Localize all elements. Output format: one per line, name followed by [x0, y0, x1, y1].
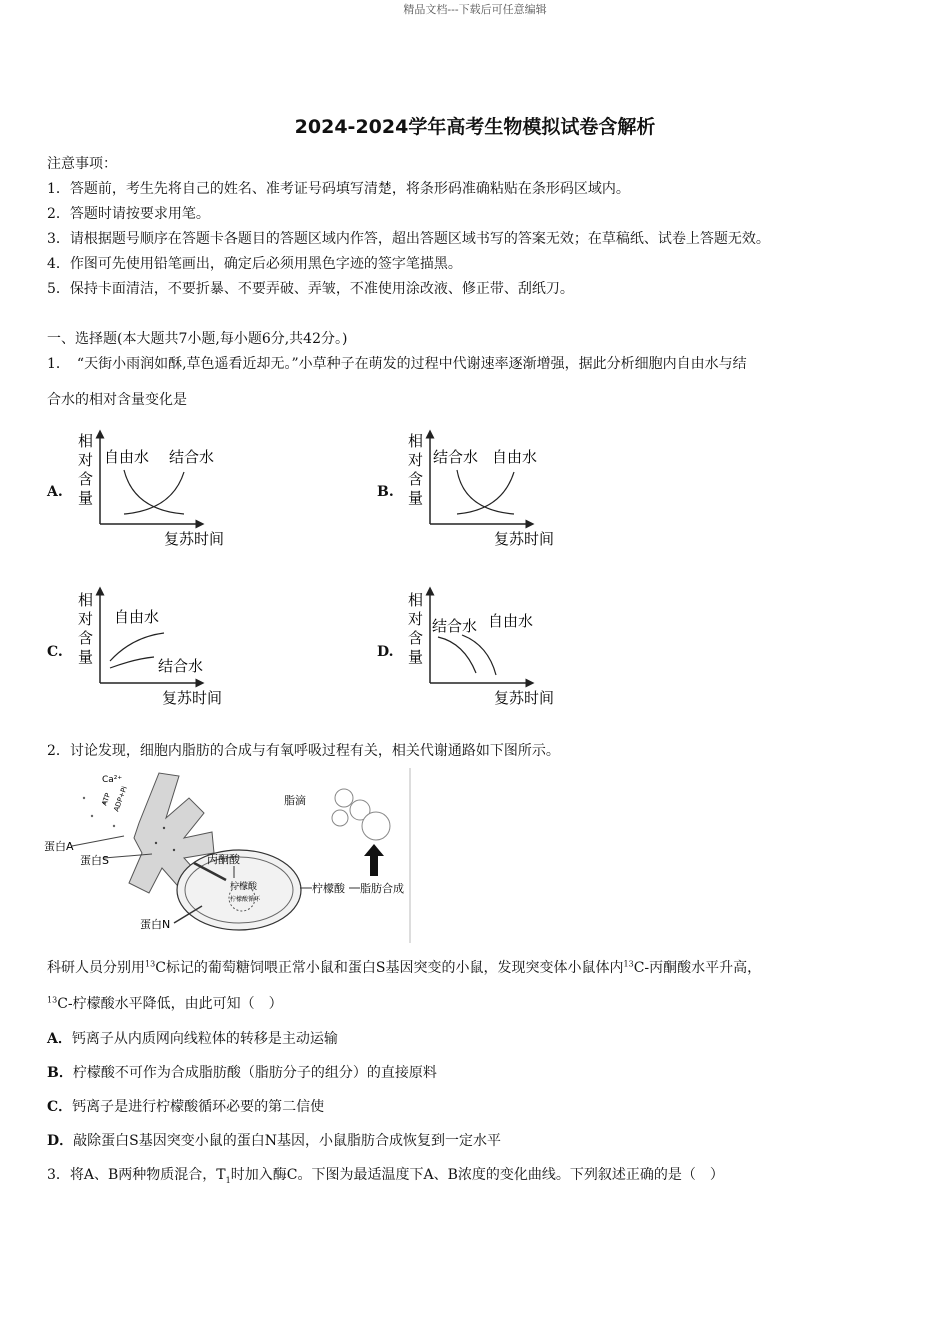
atp-label: ATP — [100, 791, 113, 807]
subscript: 1 — [225, 1175, 231, 1185]
ylabel-char: 相 — [408, 432, 424, 450]
q2-body-line2 — [47, 993, 283, 1013]
q2-body-line1 — [47, 957, 761, 977]
adp-label: ADP+Pi — [112, 785, 129, 813]
q1-stem-line1: 1． “天街小雨润如酥,草色遥看近却无。”小草种子在萌发的过程中代谢速率逐渐增强，据此分析细胞内自由水与结 — [47, 356, 747, 372]
protein-n-label: 蛋白N — [140, 918, 171, 931]
option-label: D． — [47, 1133, 74, 1149]
notice-item: 1．答题前，考生先将自己的姓名、准考证号码填写清楚，将条形码准确粘贴在条形码区域内。 — [47, 181, 630, 197]
q2-option-c — [47, 1096, 324, 1116]
ylabel-char: 量 — [408, 489, 424, 507]
option-label: C． — [47, 1099, 73, 1115]
q1-option-c-label: C. — [47, 644, 63, 660]
q2-option-a — [47, 1028, 338, 1048]
curve-label-2: 结合水 — [169, 448, 215, 466]
q3-stem — [47, 1164, 724, 1185]
q1-option-a-graph — [72, 428, 242, 553]
lipid-droplet-label: 脂滴 — [284, 794, 306, 807]
particle — [173, 849, 175, 851]
q1-option-c-graph — [72, 585, 242, 710]
curve-label-1: 结合水 — [432, 617, 478, 635]
curve-2 — [110, 657, 154, 668]
q2-option-b — [47, 1062, 437, 1082]
ylabel-char: 对 — [408, 451, 424, 469]
ylabel-char: 含 — [408, 629, 424, 647]
ylabel-char: 量 — [78, 489, 94, 507]
option-text: 钙离子从内质网向线粒体的转移是主动运输 — [71, 1031, 338, 1047]
particle — [91, 815, 93, 817]
text-run: 3．将A、B两种物质混合，T — [47, 1167, 226, 1183]
ylabel-char: 相 — [78, 432, 94, 450]
ca-label: Ca²⁺ — [102, 775, 123, 785]
text-run: 时加入酶C。下图为最适温度下A、B浓度的变化曲线。下列叙述正确的是（ ） — [230, 1167, 724, 1183]
text-run: C标记的葡萄糖饲喂正常小鼠和蛋白S基因突变的小鼠，发现突变体小鼠体内 — [155, 960, 624, 976]
q1-option-b-graph — [402, 428, 572, 553]
ylabel-char: 对 — [78, 451, 94, 469]
section-heading: 一、选择题(本大题共7小题,每小题6分,共42分。) — [47, 331, 348, 347]
curve-label-2: 自由水 — [488, 612, 534, 630]
curve-1 — [457, 470, 514, 514]
option-label: B． — [47, 1065, 73, 1081]
ylabel-char: 相 — [408, 591, 424, 609]
text-run: C-丙酮酸水平升高， — [633, 960, 762, 976]
notice-heading: 注意事项： — [47, 156, 117, 172]
superscript: 13 — [623, 959, 634, 969]
ylabel-char: 量 — [78, 648, 94, 666]
ylabel-char: 含 — [78, 470, 94, 488]
x-axis-label: 复苏时间 — [162, 689, 223, 707]
ylabel-char: 量 — [408, 648, 424, 666]
curve-1 — [110, 633, 164, 661]
lipid-droplet — [362, 812, 390, 840]
q2-option-d — [47, 1130, 501, 1150]
header-note: 精品文档---下载后可任意编辑 — [403, 3, 547, 16]
curve-label-2: 结合水 — [158, 657, 204, 675]
q1-stem-line2: 合水的相对含量变化是 — [47, 392, 187, 408]
particle — [163, 827, 165, 829]
x-axis-label: 复苏时间 — [494, 530, 555, 548]
curve-1 — [438, 637, 476, 673]
x-axis-label: 复苏时间 — [494, 689, 555, 707]
curve-2 — [124, 472, 184, 514]
ylabel-char: 对 — [78, 610, 94, 628]
protein-a-label: 蛋白A — [44, 840, 74, 853]
curve-label-1: 结合水 — [433, 448, 479, 466]
page-title: 2024-2024学年高考生物模拟试卷含解析 — [294, 116, 656, 138]
up-arrow-icon — [364, 844, 384, 876]
notice-item: 4．作图可先使用铅笔画出，确定后必须用黑色字迹的签字笔描黑。 — [47, 256, 462, 272]
particle — [155, 842, 157, 844]
curve-label-2: 自由水 — [492, 448, 538, 466]
text-run: 科研人员分别用 — [47, 960, 145, 976]
ylabel-char: 对 — [408, 610, 424, 628]
curve-1 — [124, 470, 184, 514]
cycle-label: 柠檬酸循环 — [230, 896, 261, 903]
lipid-droplet — [332, 810, 348, 826]
ylabel-char: 含 — [408, 470, 424, 488]
citrate-outer-label: 柠檬酸 — [312, 882, 345, 895]
notice-item: 2．答题时请按要求用笔。 — [47, 206, 210, 222]
option-text: 敲除蛋白S基因突变小鼠的蛋白N基因，小鼠脂肪合成恢复到一定水平 — [73, 1133, 501, 1149]
option-label: A． — [47, 1031, 72, 1047]
option-text: 柠檬酸不可作为合成脂肪酸（脂肪分子的组分）的直接原料 — [72, 1065, 437, 1081]
citrate-inner-label: 柠檬酸 — [230, 882, 258, 892]
text-run: C-柠檬酸水平降低，由此可知（ ） — [57, 996, 283, 1012]
protein-s-label: 蛋白S — [80, 854, 109, 867]
notice-item: 5．保持卡面清洁，不要折暴、不要弄破、弄皱，不准使用涂改液、修正带、刮纸刀。 — [47, 281, 574, 297]
pyruvate-label: 丙酮酸 — [207, 853, 240, 866]
q1-option-d-graph — [402, 585, 572, 710]
ylabel-char: 相 — [78, 591, 94, 609]
curve-2 — [462, 635, 496, 675]
q1-option-b-label: B. — [377, 484, 394, 500]
option-text: 钙离子是进行柠檬酸循环必要的第二信使 — [72, 1099, 325, 1115]
lipid-droplet — [335, 789, 353, 807]
x-axis-label: 复苏时间 — [164, 530, 225, 548]
fat-synthesis-label: 脂肪合成 — [360, 882, 404, 895]
q2-pathway-figure — [44, 768, 414, 943]
q1-option-a-label: A. — [47, 484, 63, 500]
curve-label-1: 自由水 — [114, 608, 160, 626]
superscript: 13 — [145, 959, 156, 969]
pointer-line — [72, 836, 124, 846]
particle — [83, 797, 85, 799]
curve-label-1: 自由水 — [104, 448, 150, 466]
particle — [113, 825, 115, 827]
superscript: 13 — [47, 995, 58, 1005]
q2-stem: 2．讨论发现，细胞内脂肪的合成与有氧呼吸过程有关，相关代谢通路如下图所示。 — [47, 743, 560, 759]
notice-item: 3．请根据题号顺序在答题卡各题目的答题区域内作答，超出答题区域书写的答案无效；在草稿纸、试卷上答题无效。 — [47, 231, 770, 247]
q1-option-d-label: D. — [377, 644, 394, 660]
ylabel-char: 含 — [78, 629, 94, 647]
